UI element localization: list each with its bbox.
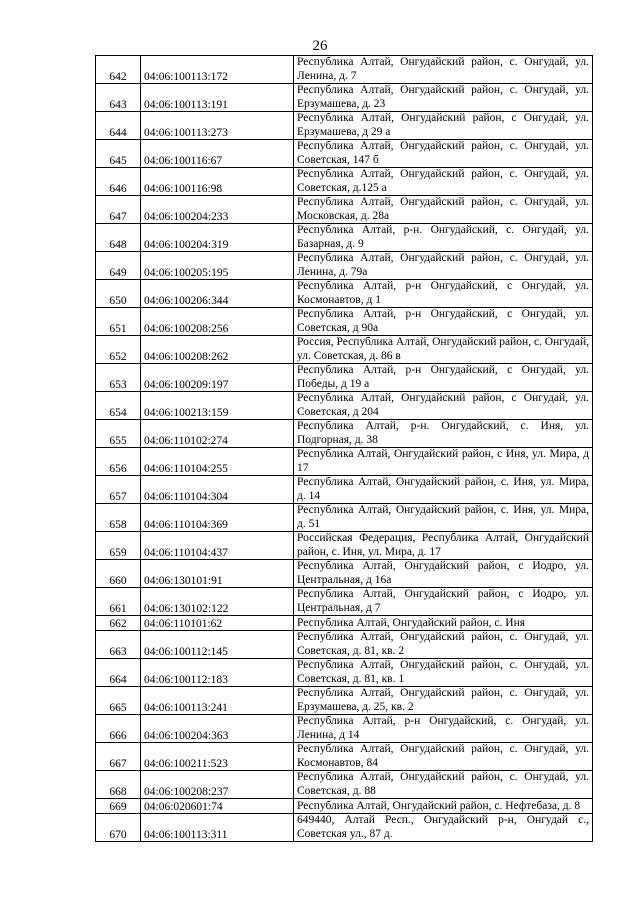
address-cell: Республика Алтай, Онгудайский район, с. Онгудай, ул. Советская, д.125 а xyxy=(294,168,593,196)
cadastral-number-cell: 04:06:100205:195 xyxy=(141,252,294,280)
cadastral-number-cell: 04:06:100208:237 xyxy=(141,771,294,799)
address-cell: Россия, Республика Алтай, Онгудайский район, с. Онгудай, ул. Советская, д. 86 в xyxy=(294,336,593,364)
cadastral-number-cell: 04:06:100113:172 xyxy=(141,56,294,84)
row-number-cell: 662 xyxy=(96,616,141,631)
address-cell: Республика Алтай, Онгудайский район, с. Онгудай, ул. Ленина, д. 7 xyxy=(294,56,593,84)
address-cell: Республика Алтай, Онгудайский район, с. Онгудай, ул. Московская, д. 28а xyxy=(294,196,593,224)
row-number-cell: 670 xyxy=(96,814,141,842)
address-cell: Республика Алтай, р-н Онгудайский, с. Онгудай, ул. Ленина, д 14 xyxy=(294,715,593,743)
row-number-cell: 659 xyxy=(96,532,141,560)
cadastral-number-cell: 04:06:100213:159 xyxy=(141,392,294,420)
table-row xyxy=(96,448,593,476)
cadastral-number-cell: 04:06:110104:369 xyxy=(141,504,294,532)
cadastral-number-cell: 04:06:100113:311 xyxy=(141,814,294,842)
cadastral-number-cell: 04:06:100116:67 xyxy=(141,140,294,168)
address-cell: Республика Алтай, Онгудайский район, с. Онгудай, ул. Советская, д. 81, кв. 1 xyxy=(294,659,593,687)
cadastral-number-cell: 04:06:020601:74 xyxy=(141,799,294,814)
row-number-cell: 656 xyxy=(96,448,141,476)
row-number-cell: 666 xyxy=(96,715,141,743)
address-cell: Республика Алтай, Онгудайский район, с. Онгудай, ул. Ерзумашева, д. 25, кв. 2 xyxy=(294,687,593,715)
cadastral-number-cell: 04:06:110104:255 xyxy=(141,448,294,476)
table-row xyxy=(96,224,593,252)
row-number-cell: 658 xyxy=(96,504,141,532)
table-row xyxy=(96,168,593,196)
table-row xyxy=(96,476,593,504)
row-number-cell: 652 xyxy=(96,336,141,364)
table-row xyxy=(96,252,593,280)
cadastral-number-cell: 04:06:100204:363 xyxy=(141,715,294,743)
table-row xyxy=(96,84,593,112)
address-cell: Республика Алтай, р-н Онгудайский, с Онгудай, ул. Победы, д 19 а xyxy=(294,364,593,392)
cadastral-number-cell: 04:06:130102:122 xyxy=(141,588,294,616)
address-cell: Республика Алтай, Онгудайский район, с. Онгудай, ул. Ерзумашева, д. 23 xyxy=(294,84,593,112)
address-cell: 649440, Алтай Респ., Онгудайский р-н, Онгудай с., Советская ул., 87 д. xyxy=(294,814,593,842)
row-number-cell: 643 xyxy=(96,84,141,112)
cadastral-number-cell: 04:06:100204:319 xyxy=(141,224,294,252)
table-row xyxy=(96,715,593,743)
cadastral-number-cell: 04:06:100206:344 xyxy=(141,280,294,308)
address-cell: Республика Алтай, Онгудайский район, с Онгудай, ул. Ерзумашева, д 29 а xyxy=(294,112,593,140)
address-cell: Республика Алтай, р-н Онгудайский, с Онгудай, ул. Советская, д 90а xyxy=(294,308,593,336)
row-number-cell: 669 xyxy=(96,799,141,814)
table-row xyxy=(96,771,593,799)
table-row xyxy=(96,631,593,659)
address-cell: Республика Алтай, Онгудайский район, с. Онгудай, ул. Советская, д. 81, кв. 2 xyxy=(294,631,593,659)
row-number-cell: 665 xyxy=(96,687,141,715)
cadastral-number-cell: 04:06:100209:197 xyxy=(141,364,294,392)
table-row xyxy=(96,532,593,560)
cadastral-number-cell: 04:06:110104:437 xyxy=(141,532,294,560)
row-number-cell: 642 xyxy=(96,56,141,84)
cadastral-number-cell: 04:06:110101:62 xyxy=(141,616,294,631)
table-row xyxy=(96,799,593,814)
cadastral-number-cell: 04:06:110104:304 xyxy=(141,476,294,504)
address-cell: Республика Алтай, Онгудайский район, с. Онгудай, ул. Советская, д. 88 xyxy=(294,771,593,799)
page-number: 26 xyxy=(312,38,328,54)
row-number-cell: 655 xyxy=(96,420,141,448)
row-number-cell: 657 xyxy=(96,476,141,504)
table-row xyxy=(96,56,593,84)
table-row xyxy=(96,196,593,224)
table-row xyxy=(96,112,593,140)
cadastral-number-cell: 04:06:110102:274 xyxy=(141,420,294,448)
table-row xyxy=(96,336,593,364)
address-cell: Республика Алтай, р-н. Онгудайский, с. Иня, ул. Подгорная, д. 38 xyxy=(294,420,593,448)
address-cell: Республика Алтай, Онгудайский район, с. Нефтебаза, д. 8 xyxy=(294,799,593,814)
row-number-cell: 645 xyxy=(96,140,141,168)
table-row xyxy=(96,588,593,616)
address-cell: Республика Алтай, р-н. Онгудайский, с. Онгудай, ул. Базарная, д. 9 xyxy=(294,224,593,252)
address-cell: Российская Федерация, Республика Алтай, Онгудайский район, с. Иня, ул. Мира, д. 17 xyxy=(294,532,593,560)
address-cell: Республика Алтай, Онгудайский район, с. Онгудай, ул. Ленина, д. 79а xyxy=(294,252,593,280)
address-cell: Республика Алтай, Онгудайский район, с. Онгудай, ул. Советская, 147 б xyxy=(294,140,593,168)
table-row xyxy=(96,560,593,588)
row-number-cell: 647 xyxy=(96,196,141,224)
row-number-cell: 660 xyxy=(96,560,141,588)
table-row xyxy=(96,308,593,336)
table-row xyxy=(96,659,593,687)
cadastral-number-cell: 04:06:100112:183 xyxy=(141,659,294,687)
row-number-cell: 653 xyxy=(96,364,141,392)
cadastral-number-cell: 04:06:100208:256 xyxy=(141,308,294,336)
row-number-cell: 661 xyxy=(96,588,141,616)
cadastral-number-cell: 04:06:100116:98 xyxy=(141,168,294,196)
table-row xyxy=(96,420,593,448)
table-row xyxy=(96,687,593,715)
address-cell: Республика Алтай, Онгудайский район, с Иня, ул. Мира, д 17 xyxy=(294,448,593,476)
cadastral-number-cell: 04:06:130101:91 xyxy=(141,560,294,588)
cadastral-number-cell: 04:06:100208:262 xyxy=(141,336,294,364)
row-number-cell: 644 xyxy=(96,112,141,140)
cadastral-number-cell: 04:06:100113:273 xyxy=(141,112,294,140)
row-number-cell: 654 xyxy=(96,392,141,420)
property-table xyxy=(95,55,593,842)
address-cell: Республика Алтай, Онгудайский район, с. Иня, ул. Мира, д. 51 xyxy=(294,504,593,532)
row-number-cell: 667 xyxy=(96,743,141,771)
table-body xyxy=(96,56,593,842)
table-row xyxy=(96,392,593,420)
table-row xyxy=(96,364,593,392)
cadastral-number-cell: 04:06:100113:241 xyxy=(141,687,294,715)
address-cell: Республика Алтай, Онгудайский район, с Иодро, ул. Центральная, д 16а xyxy=(294,560,593,588)
table-row xyxy=(96,814,593,842)
table-row xyxy=(96,743,593,771)
address-cell: Республика Алтай, р-н Онгудайский, с Онгудай, ул. Космонавтов, д 1 xyxy=(294,280,593,308)
cadastral-number-cell: 04:06:100113:191 xyxy=(141,84,294,112)
row-number-cell: 668 xyxy=(96,771,141,799)
row-number-cell: 648 xyxy=(96,224,141,252)
row-number-cell: 649 xyxy=(96,252,141,280)
table-row xyxy=(96,504,593,532)
row-number-cell: 663 xyxy=(96,631,141,659)
address-cell: Республика Алтай, Онгудайский район, с. Онгудай, ул. Космонавтов, 84 xyxy=(294,743,593,771)
cadastral-number-cell: 04:06:100204:233 xyxy=(141,196,294,224)
cadastral-number-cell: 04:06:100112:145 xyxy=(141,631,294,659)
row-number-cell: 664 xyxy=(96,659,141,687)
address-cell: Республика Алтай, Онгудайский район, с Иодро, ул. Центральная, д 7 xyxy=(294,588,593,616)
address-cell: Республика Алтай, Онгудайский район, с. Иня xyxy=(294,616,593,631)
row-number-cell: 651 xyxy=(96,308,141,336)
row-number-cell: 650 xyxy=(96,280,141,308)
address-cell: Республика Алтай, Онгудайский район, с Онгудай, ул. Советская, д 204 xyxy=(294,392,593,420)
table-row xyxy=(96,280,593,308)
cadastral-number-cell: 04:06:100211:523 xyxy=(141,743,294,771)
row-number-cell: 646 xyxy=(96,168,141,196)
table-row xyxy=(96,140,593,168)
table-row xyxy=(96,616,593,631)
address-cell: Республика Алтай, Онгудайский район, с. Иня, ул. Мира, д. 14 xyxy=(294,476,593,504)
